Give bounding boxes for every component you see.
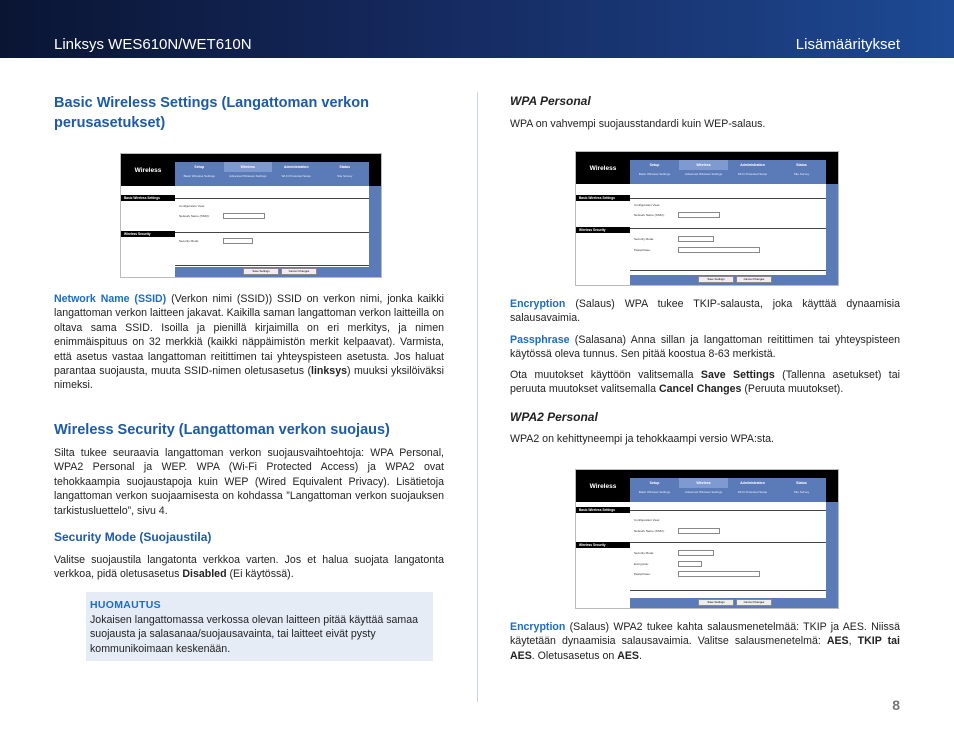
ssid-default: linksys xyxy=(311,365,347,378)
shot-subtab: Advanced Wireless Settings xyxy=(229,174,267,178)
shot-ssid-label: Network Name (SSID): xyxy=(634,529,665,533)
shot-passphrase-label: Passphrase: xyxy=(634,248,651,252)
screenshot-wpa2-personal xyxy=(575,469,839,609)
security-mode-heading: Security Mode (Suojaustila) xyxy=(54,530,212,544)
screenshot-basic-settings xyxy=(120,153,382,278)
shot-tab-status: Status xyxy=(796,163,807,167)
passphrase-paragraph xyxy=(510,333,900,362)
security-paragraph: Silta tukee seuraavia langattoman verkon suojausvaihtoehtoja: WPA Personal, WPA2 Personal ja WEP. WPA (Wi-Fi Protected Access) ja WPA2 ovat tehokkaampia suojaustapoja kuin WEP (Wired Equivalent Privacy). Lisätietoja langattoman verkon suojaamisesta on kohdassa ”Langattoman verkon suojauksen tarkistusluettelo”, sivu 4. xyxy=(54,447,444,517)
shot-subtab: Site Survey xyxy=(793,490,810,494)
save-text: Ota muutokset käyttöön valitsemalla xyxy=(510,369,701,381)
shot-subtab: Wi-Fi Protected Setup xyxy=(281,174,311,178)
option-aes: AES xyxy=(826,635,849,648)
shot-subtab: Site Survey xyxy=(793,172,810,176)
term-ssid: Network Name (SSID) xyxy=(54,293,167,305)
shot-save-button: Save Settings xyxy=(243,268,279,275)
encryption-text: . xyxy=(638,649,642,662)
save-text: (Peruuta muutokset). xyxy=(741,383,844,396)
shot-tab-admin: Administration xyxy=(283,165,309,169)
shot-ssid-label: Network Name (SSID): xyxy=(179,214,210,218)
shot-tab-status: Status xyxy=(339,165,351,169)
term-encryption: Encryption xyxy=(510,621,566,633)
product-title: Linksys WES610N/WET610N xyxy=(54,36,252,53)
shot-tab-setup: Setup xyxy=(194,165,205,169)
shot-mode-label: Security Mode: xyxy=(634,237,655,241)
shot-save-button: Save Settings xyxy=(698,276,734,283)
shot-mode-label: Security Mode: xyxy=(179,239,200,243)
shot-label-security: Wireless Security xyxy=(576,542,630,548)
shot-passphrase-label: Passphrase: xyxy=(634,572,651,576)
shot-ssid-label: Network Name (SSID): xyxy=(634,213,665,217)
shot-label-security: Wireless Security xyxy=(576,227,630,233)
shot-brand: Wireless xyxy=(589,482,617,490)
page-header xyxy=(0,0,954,58)
column-divider xyxy=(477,92,478,702)
note-text: Jokaisen langattomassa verkossa olevan laitteen pitää käyttää samaa suojausta ja salasanaa/suojausavainta, tai laitteet eivät pysty kommunikoimaan keskenään. xyxy=(90,614,419,655)
cancel-changes-ref: Cancel Changes xyxy=(658,383,742,396)
encryption-text: , xyxy=(848,635,858,648)
shot-cancel-button: Cancel Changes xyxy=(281,268,317,275)
option-tkip-or-aes: TKIP tai AES xyxy=(510,635,900,662)
shot-tab-wireless: Wireless xyxy=(224,162,273,172)
security-mode-end: (Ei käytössä). xyxy=(226,568,294,581)
shot-tab-wireless: Wireless xyxy=(679,478,728,488)
wpa-text: WPA on vahvempi suojausstandardi kuin WEP-salaus. xyxy=(510,118,766,130)
shot-cancel-button: Cancel Changes xyxy=(736,276,772,283)
chapter-title: Lisämääritykset xyxy=(795,36,900,53)
shot-brand: Wireless xyxy=(589,164,617,172)
encryption-text: . Oletusasetus on xyxy=(531,649,618,662)
section-heading-security: Wireless Security (Langattoman verkon suojaus) xyxy=(54,422,390,438)
passphrase-text: (Salasana) Anna sillan ja langattoman reitittimen tai yhteyspisteen käytössä oleva tunnus. Sen pitää koostua 8-63 merkistä. xyxy=(510,334,900,361)
shot-subtab: Site Survey xyxy=(337,174,353,178)
page-number: 8 xyxy=(892,697,900,713)
shot-mode-label: Security Mode: xyxy=(634,551,655,555)
ssid-text-end: ) muuksi yksilöiväksi nimeksi. xyxy=(54,365,444,392)
save-settings-ref: Save Settings xyxy=(700,369,775,381)
security-mode-default: Disabled xyxy=(182,568,227,581)
shot-tab-admin: Administration xyxy=(740,481,765,485)
shot-subtab: Basic Wireless Settings xyxy=(638,490,671,494)
encryption-text: (Salaus) WPA2 tukee kahta salausmenetelmää: TKIP ja AES. Niissä käytetään dynaamisia salausavaimia. Valitse salausmenetelmä: xyxy=(510,621,900,648)
shot-label-security: Wireless Security xyxy=(121,231,175,237)
shot-subtab: Advanced Wireless Settings xyxy=(684,490,723,494)
shot-tab-admin: Administration xyxy=(740,163,765,167)
wpa-heading: WPA Personal xyxy=(510,94,591,108)
term-encryption: Encryption xyxy=(510,298,566,310)
shot-save-button: Save Settings xyxy=(698,599,734,606)
security-mode-paragraph xyxy=(54,553,444,582)
shot-encryption-label: Encryption: xyxy=(634,562,650,566)
shot-config-view: Configuration View: xyxy=(179,204,205,208)
note-box xyxy=(86,592,433,661)
shot-subtab: Advanced Wireless Settings xyxy=(684,172,723,176)
shot-label-basic: Basic Wireless Settings xyxy=(576,507,630,513)
shot-tab-setup: Setup xyxy=(649,163,660,167)
shot-subtab: Wi-Fi Protected Setup xyxy=(737,172,768,176)
security-mode-text: Valitse suojaustila langatonta verkkoa varten. Jos et halua suojata langatonta verkkoa, pidä oletusasetus xyxy=(54,554,444,581)
encryption-text: (Salaus) WPA tukee TKIP-salausta, joka käyttää dynaamisia salausavaimia. xyxy=(510,298,900,325)
shot-config-view: Configuration View: xyxy=(634,203,660,207)
shot-tab-setup: Setup xyxy=(649,481,660,485)
note-title: HUOMAUTUS xyxy=(90,599,161,611)
shot-label-basic: Basic Wireless Settings xyxy=(121,195,175,201)
wpa2-text: WPA2 on kehittyneempi ja tehokkaampi versio WPA:sta. xyxy=(510,433,774,445)
shot-tab-status: Status xyxy=(796,481,807,485)
ssid-text: (Verkon nimi (SSID)) SSID on verkon nimi, jonka kaikki langattoman verkon laitteen jakavat. Kaikilla saman langattoman verkon laitteilla on oltava sama SSID. Isoilla ja pienillä kirjaimilla on eri merkitys, ja nimen enimmäispituus on 32 merkkiä (kaikki näppäimistön merkit kelpaavat). Varmista, että asetus vastaa langattoman reitittimen tai yhteyspisteen asetusta. Jos haluat parantaa suojausta, muuta SSID-nimen oletusasetus ( xyxy=(54,293,444,378)
shot-cancel-button: Cancel Changes xyxy=(736,599,772,606)
wpa2-heading: WPA2 Personal xyxy=(510,410,598,424)
shot-subtab: Wi-Fi Protected Setup xyxy=(737,490,768,494)
shot-config-view: Configuration View: xyxy=(634,518,660,522)
shot-tab-wireless: Wireless xyxy=(679,160,728,170)
default-aes: AES xyxy=(617,649,639,662)
save-paragraph xyxy=(510,368,900,397)
shot-subtab: Basic Wireless Settings xyxy=(183,174,215,178)
shot-subtab: Basic Wireless Settings xyxy=(638,172,671,176)
ssid-paragraph xyxy=(54,292,444,393)
term-passphrase: Passphrase xyxy=(510,334,570,346)
save-text: (Tallenna asetukset) tai peruuta muutokset valitsemalla xyxy=(510,369,900,396)
wpa-encryption-paragraph xyxy=(510,297,900,326)
section-heading-basic: Basic Wireless Settings (Langattoman verkon perusasetukset) xyxy=(54,95,369,131)
shot-brand: Wireless xyxy=(134,166,162,174)
shot-label-basic: Basic Wireless Settings xyxy=(576,195,630,201)
screenshot-wpa-personal xyxy=(575,151,839,286)
wpa2-encryption-paragraph xyxy=(510,620,900,663)
